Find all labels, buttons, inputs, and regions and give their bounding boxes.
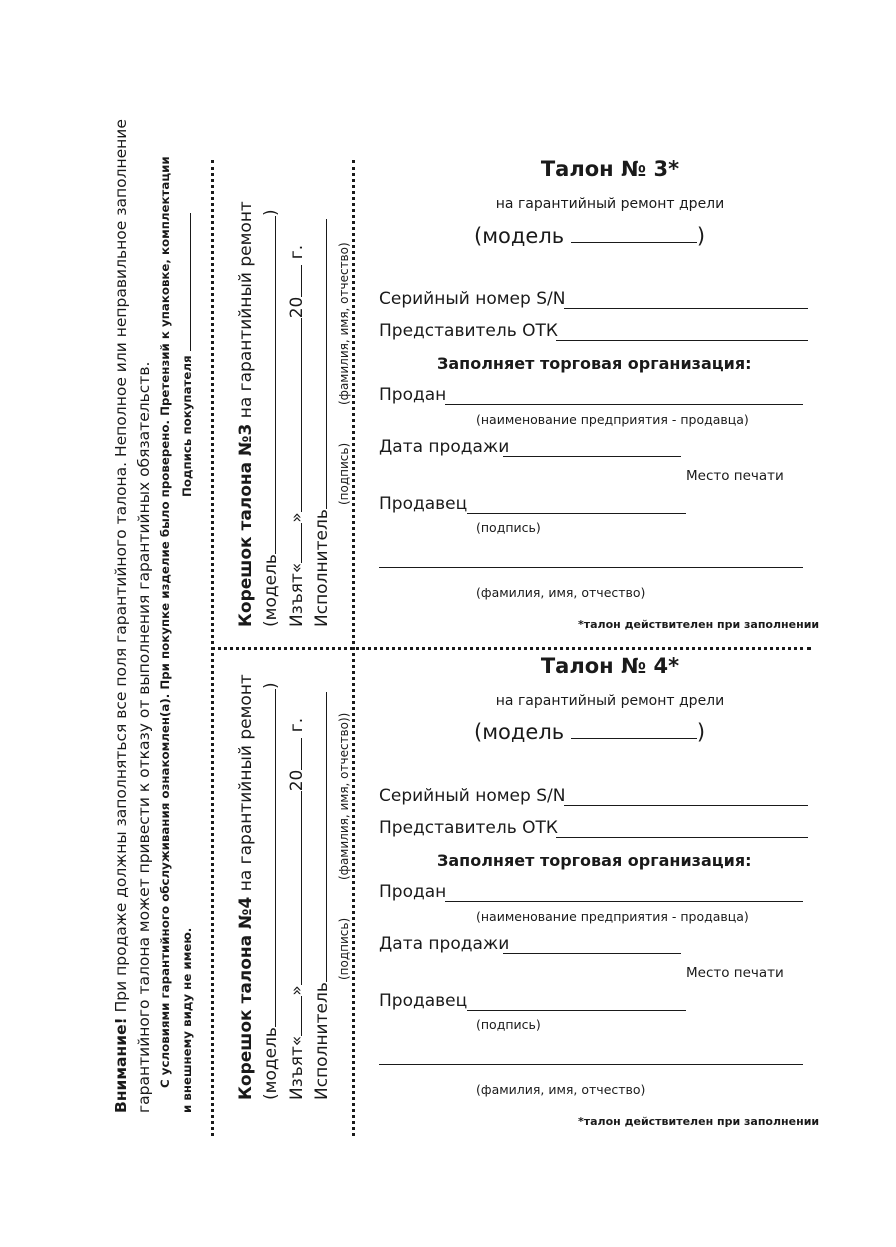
warning-text-1: При продаже должны заполняться все поля гарантийного талона. Неполное или неправильное заполнение [112,119,130,1018]
buyer-signature-label: Подпись покупателя [180,355,194,497]
conditions-line-1: С условиями гарантийного обслуживания ознакомлен(а). При покупке изделие было проверено. Претензий к упаковке, комплектации [158,156,172,1088]
coupon-3-model-label: (модель [474,224,565,248]
stub-4-taken-quote: » [287,985,307,996]
stub-3-sig-caption: (подпись) [337,442,351,505]
warning-line-1 [112,119,130,1113]
coupon-4-sale-date-field[interactable] [503,953,681,954]
stub-3-taken-day-field[interactable] [301,523,302,563]
stub-4-model-open: (модель [261,1027,281,1100]
stub-4-title-bold: Корешок талона №4 [236,896,256,1100]
stub-3-title [236,201,256,627]
coupon-4-serial-field[interactable] [564,805,808,806]
stub-3-taken[interactable] [287,245,307,627]
stub-4-model[interactable] [261,682,281,1100]
coupon-4-seller-caption: (подпись) [476,1017,541,1032]
stub-4-taken-label: Изъят« [287,1035,307,1100]
buyer-signature-line[interactable] [190,213,191,351]
coupon-3-otk-label: Представитель ОТК [379,321,559,341]
stub-4-model-close: ) [261,682,281,690]
coupon-3-serial-label: Серийный номер S/N [379,289,566,309]
coupon-3-model[interactable] [474,224,705,248]
coupon-4-validity-note: *талон действителен при заполнении [578,1115,820,1128]
stub-4-year-suffix: г. [287,717,307,733]
coupon-4-name-field[interactable] [379,1064,803,1065]
stub-4-year-field[interactable] [301,738,302,770]
stub-3-model[interactable] [261,209,281,627]
coupon-4-sold-caption: (наименование предприятия - продавца) [476,909,749,924]
coupon-3-sold-field[interactable] [445,404,803,405]
coupon-3-otk-field[interactable] [556,340,808,341]
stub-3-title-bold: Корешок талона №3 [236,423,256,627]
stub-3-taken-quote: » [287,512,307,523]
coupon-3-subtitle: на гарантийный ремонт дрели [495,196,725,212]
stub-4-title [236,674,256,1100]
coupon-4-otk-label: Представитель ОТК [379,818,559,838]
coupon-3-stamp-label: Место печати [686,468,784,484]
coupon-4-model-close: ) [696,720,706,744]
stub-4-name-caption: (фамилия, имя, отчество)) [337,712,351,880]
coupon-3-seller-caption: (подпись) [476,520,541,535]
coupon-4-otk-field[interactable] [556,837,808,838]
coupon-3-serial-field[interactable] [564,308,808,309]
coupon-3-sold-label: Продан [379,385,447,405]
stub-3-name-caption: (фамилия, имя, отчество) [337,242,351,405]
coupon-3-model-close: ) [696,224,706,248]
stub-3-title-rest: на гарантийный ремонт [236,201,256,424]
buyer-signature[interactable] [180,213,194,497]
stub-4-executor-field[interactable] [326,692,327,982]
stub-4-sig-caption: (подпись) [337,917,351,980]
stub-4-taken[interactable] [287,718,307,1100]
coupon-4-sold-field[interactable] [445,901,803,902]
coupon-4-title: Талон № 4* [540,654,680,678]
stub-3-executor-field[interactable] [326,219,327,509]
conditions-line-2: и внешнему виду не имею. [180,927,194,1113]
stub-3-taken-month-field[interactable] [301,318,302,512]
warning-label: Внимание! [112,1017,130,1113]
stub-3-model-close: ) [261,209,281,217]
cut-line-horizontal [211,647,811,650]
coupon-3-model-field[interactable] [571,242,697,243]
stub-3-taken-label: Изъят« [287,562,307,627]
coupon-4-model-label: (модель [474,720,565,744]
coupon-4-name-caption: (фамилия, имя, отчество) [476,1082,646,1097]
coupon-3-seller-label: Продавец [379,494,468,514]
coupon-4-serial-label: Серийный номер S/N [379,786,566,806]
coupon-3-sale-date-label: Дата продажи [379,437,510,457]
stub-4-taken-month-field[interactable] [301,791,302,985]
coupon-3-sold-caption: (наименование предприятия - продавца) [476,412,749,427]
coupon-4-section-title: Заполняет торговая организация: [437,851,752,870]
stub-3-model-open: (модель [261,554,281,627]
coupon-3-section-title: Заполняет торговая организация: [437,354,752,373]
stub-4-taken-day-field[interactable] [301,996,302,1036]
stub-3-year-prefix: 20 [287,296,307,319]
coupon-3-title: Талон № 3* [540,157,680,181]
coupon-4-seller-field[interactable] [467,1010,686,1011]
coupon-4-model[interactable] [474,720,705,744]
warning-line-2: гарантийного талона может привести к отказу от выполнения гарантийных обязательств. [135,361,153,1113]
stub-3-executor[interactable] [312,219,332,627]
coupon-3-validity-note: *талон действителен при заполнении [578,618,820,631]
coupon-4-stamp-label: Место печати [686,965,784,981]
stub-3-model-field[interactable] [275,216,276,554]
stub-4-model-field[interactable] [275,689,276,1027]
stub-4-executor-label: Исполнитель [312,982,332,1100]
stub-3-executor-label: Исполнитель [312,509,332,627]
coupon-3-seller-field[interactable] [467,513,686,514]
stub-4-year-prefix: 20 [287,769,307,792]
coupon-3-sale-date-field[interactable] [503,456,681,457]
coupon-3-name-field[interactable] [379,567,803,568]
stub-4-executor[interactable] [312,692,332,1100]
coupon-4-seller-label: Продавец [379,991,468,1011]
coupon-4-subtitle: на гарантийный ремонт дрели [495,693,725,709]
coupon-3-name-caption: (фамилия, имя, отчество) [476,585,646,600]
stub-3-year-field[interactable] [301,265,302,297]
coupon-4-model-field[interactable] [571,738,697,739]
stub-3-year-suffix: г. [287,244,307,260]
coupon-4-sold-label: Продан [379,882,447,902]
coupon-4-sale-date-label: Дата продажи [379,934,510,954]
stub-4-title-rest: на гарантийный ремонт [236,674,256,897]
